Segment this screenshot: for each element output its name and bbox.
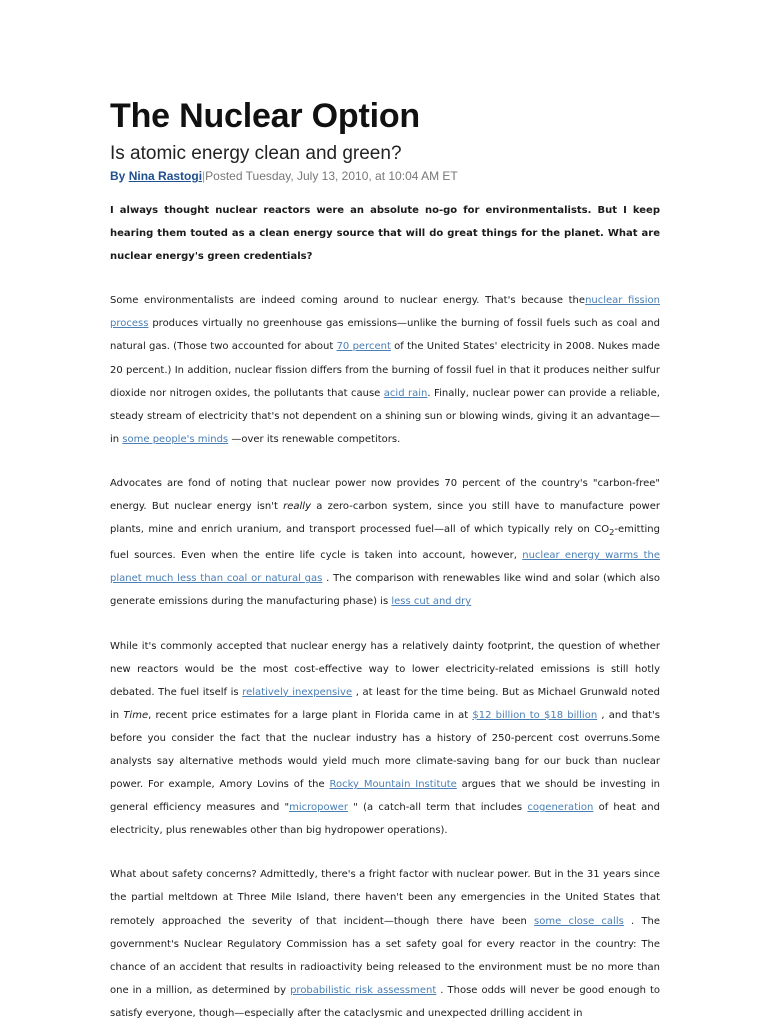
link-12-to-18-billion[interactable]: $12 billion to $18 billion bbox=[472, 709, 598, 721]
link-nuclear-fission-process[interactable]: nuclear fission process bbox=[110, 295, 660, 330]
p3-text-6: " (a catch-all term that includes bbox=[348, 802, 528, 814]
link-cogeneration[interactable]: cogeneration bbox=[527, 802, 594, 814]
paragraph-1 bbox=[110, 289, 660, 451]
p3-text-1: While it's commonly accepted that nuclear energy has a relatively dainty footprint, the question of whether new reactors would be the most cost-effective way to lower electricity-related emissions is still hotly debated. The fuel itself is bbox=[110, 640, 660, 698]
p1-text-2: produces virtually no greenhouse gas emissions—unlike the burning of fossil fuels such as coal and natural gas. (Those two accounted for about bbox=[110, 318, 660, 353]
p3-text-3: , recent price estimates for a large plant in Florida came in at bbox=[148, 709, 473, 721]
p2-emphasis-really: really bbox=[283, 501, 312, 513]
p2-text-2: a zero-carbon system, since you still have to manufacture power plants, mine and enrich uranium, and transport processed fuel—all of which typically rely on CO bbox=[110, 501, 660, 536]
p3-emphasis-time: Time bbox=[123, 709, 149, 721]
link-rocky-mountain-institute[interactable]: Rocky Mountain Institute bbox=[329, 779, 457, 791]
paragraph-2 bbox=[110, 472, 660, 614]
article bbox=[110, 96, 660, 1025]
p4-text-3: . Those odds will never be good enough to satisfy everyone, though—especially after the cataclysmic and unexpected drilling accident in bbox=[110, 984, 661, 1019]
paragraph-4 bbox=[110, 863, 660, 1025]
link-70-percent[interactable]: 70 percent bbox=[336, 341, 391, 353]
p2-text-1: Advocates are fond of noting that nuclear power now provides 70 percent of the country's "carbon-free" energy. But nuclear energy isn't bbox=[110, 477, 660, 513]
byline-by: By bbox=[110, 169, 126, 183]
p3-text-5: argues that we should be investing in general efficiency measures and " bbox=[110, 779, 660, 814]
article-subtitle: Is atomic energy clean and green? bbox=[110, 143, 402, 164]
p4-text-1: What about safety concerns? Admittedly, there's a fright factor with nuclear power. But in the 31 years since the partial meltdown at Three Mile Island, there haven't been any emergencies in the United States that remotely approached the severity of that incident—though there have been bbox=[110, 869, 660, 927]
link-probabilistic-risk-assessment[interactable]: probabilistic risk assessment bbox=[290, 984, 437, 996]
paragraph-3 bbox=[110, 635, 660, 843]
link-some-peoples-minds[interactable]: some people's minds bbox=[122, 433, 229, 445]
co2-subscript: 2 bbox=[609, 527, 615, 538]
p2-text-3: -emitting fuel sources. Even when the entire life cycle is taken into account, however, bbox=[110, 524, 660, 562]
article-title: The Nuclear Option bbox=[110, 97, 420, 135]
p1-text-4: . Finally, nuclear power can provide a reliable, steady stream of electricity that's not dependent on a shining sun or blowing winds, giving it an advantage—in bbox=[110, 387, 660, 445]
byline bbox=[110, 168, 660, 184]
author-link[interactable]: Nina Rastogi bbox=[128, 169, 203, 183]
p1-text-5: —over its renewable competitors. bbox=[228, 433, 401, 445]
link-less-cut-and-dry[interactable]: less cut and dry bbox=[391, 596, 472, 608]
p3-text-4: , and that's before you consider the fact that the nuclear industry has a history of 250-percent cost overruns.Some analysts say alternative methods would yield much more climate-saving bang for our buck than nuclear power. For example, Amory Lovins of the bbox=[110, 709, 661, 791]
p4-text-2: . The government's Nuclear Regulatory Commission has a set safety goal for every reactor in the country: The chance of an accident that results in radioactivity being released to the environment must be no more than one in a million, as determined by bbox=[110, 915, 661, 996]
link-nuclear-energy-warms-planet[interactable]: nuclear energy warms the planet much less than coal or natural gas bbox=[110, 550, 660, 585]
p1-text-3: of the United States' electricity in 2008. Nukes made 20 percent.) In addition, nuclear fission differs from the burning of fossil fuel in that it produces neither sulfur dioxide nor nitrogen oxides, the pollutants that cause bbox=[110, 341, 660, 399]
p3-text-2: , at least for the time being. But as Michael Grunwald noted in bbox=[110, 686, 660, 721]
link-some-close-calls[interactable]: some close calls bbox=[534, 915, 624, 927]
p1-text-1: Some environmentalists are indeed coming around to nuclear energy. That's because the bbox=[110, 295, 586, 307]
p2-text-4: . The comparison with renewables like wind and solar (which also generate emissions during the manufacturing phase) is bbox=[110, 573, 660, 608]
link-micropower[interactable]: micropower bbox=[289, 802, 349, 814]
byline-separator: | bbox=[202, 169, 206, 183]
posted-date: Posted Tuesday, July 13, 2010, at 10:04 AM ET bbox=[205, 169, 458, 183]
link-acid-rain[interactable]: acid rain bbox=[383, 387, 428, 399]
p3-text-7: of heat and electricity, plus renewables other than big hydropower operations). bbox=[110, 802, 660, 837]
lead-question: I always thought nuclear reactors were an absolute no-go for environmentalists. But I keep hearing them touted as a clean energy source that will do great things for the planet. What are nuclear energy's green credentials? bbox=[110, 205, 660, 263]
link-relatively-inexpensive[interactable]: relatively inexpensive bbox=[242, 686, 353, 698]
